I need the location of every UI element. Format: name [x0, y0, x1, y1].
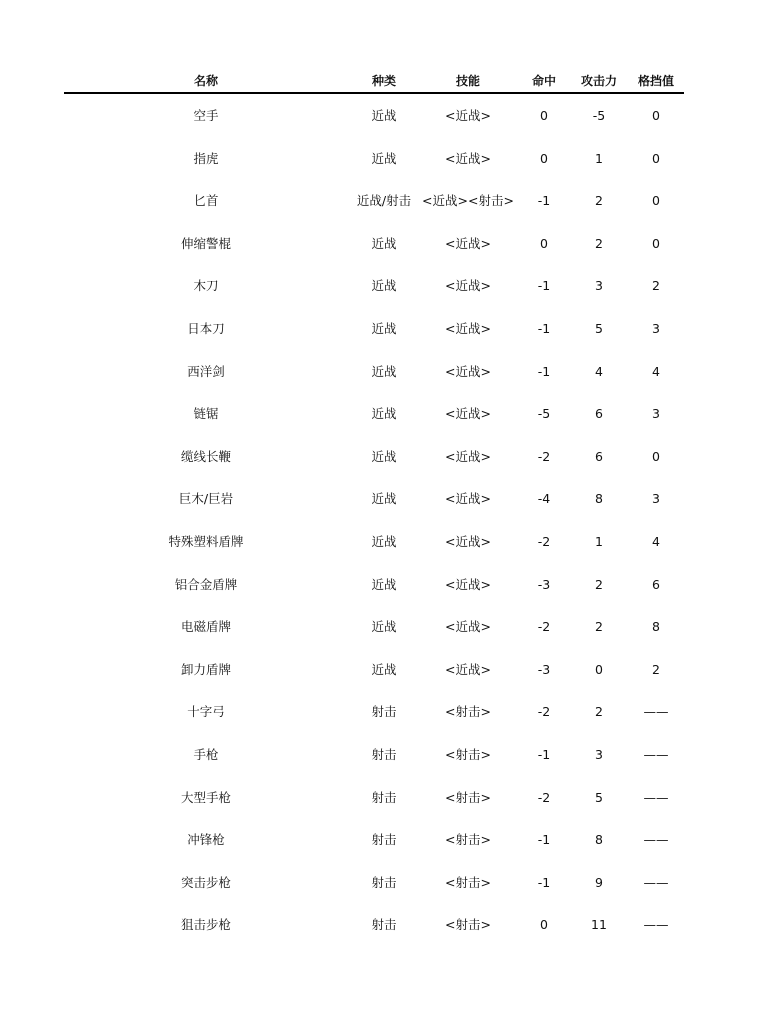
cell-name: 突击步枪: [180, 874, 231, 890]
cell-attack: 6: [595, 448, 603, 464]
cell-skill: <近战>: [445, 108, 491, 123]
cell-type: 射击: [371, 917, 397, 933]
header-block: 格挡值: [637, 74, 674, 88]
cell-hit: -1: [537, 832, 551, 848]
cell-attack: 2: [595, 576, 603, 592]
cell-block: 3: [652, 320, 660, 336]
table-row: [64, 477, 684, 520]
cell-block: 0: [652, 150, 660, 166]
table-body: [64, 94, 684, 946]
cell-name: 指虎: [193, 150, 219, 166]
table-row: [64, 94, 684, 137]
table-row: [64, 861, 684, 904]
table-row: [64, 435, 684, 478]
cell-type: 近战: [371, 278, 397, 294]
cell-hit: 0: [540, 917, 548, 933]
cell-type: 近战: [371, 533, 397, 549]
table-row: [64, 903, 684, 946]
table-row: [64, 307, 684, 350]
cell-block: 0: [652, 448, 660, 464]
cell-hit: -1: [537, 746, 551, 762]
header-name: 名称: [193, 74, 218, 88]
table-row: [64, 733, 684, 776]
cell-block: 4: [652, 533, 660, 549]
cell-hit: -1: [537, 278, 551, 294]
cell-skill: <近战>: [445, 661, 491, 677]
cell-hit: -2: [537, 448, 551, 464]
table-header: [64, 70, 684, 94]
cell-type: 近战: [371, 448, 397, 464]
table-row: [64, 392, 684, 435]
cell-name: 空手: [193, 108, 219, 123]
cell-skill: <射击>: [445, 704, 491, 720]
cell-attack: 3: [595, 746, 603, 762]
cell-block: ——: [643, 832, 669, 848]
cell-type: 近战: [371, 108, 397, 123]
cell-block: 4: [652, 363, 660, 379]
cell-attack: 2: [595, 193, 603, 209]
table-row: [64, 520, 684, 563]
cell-attack: 3: [595, 278, 603, 294]
cell-type: 射击: [371, 874, 397, 890]
header-attack: 攻击力: [580, 74, 617, 88]
cell-type: 近战: [371, 363, 397, 379]
cell-skill: <近战>: [445, 150, 491, 166]
cell-block: 0: [652, 235, 660, 251]
cell-type: 射击: [371, 746, 397, 762]
cell-attack: 8: [595, 491, 603, 507]
cell-name: 卸力盾牌: [180, 661, 231, 677]
table-row: [64, 264, 684, 307]
header-hit: 命中: [531, 74, 556, 88]
cell-hit: -1: [537, 320, 551, 336]
cell-skill: <近战>: [445, 619, 491, 635]
cell-name: 手枪: [193, 746, 219, 762]
cell-hit: 0: [540, 235, 548, 251]
cell-skill: <射击>: [445, 789, 491, 805]
cell-block: ——: [643, 789, 669, 805]
cell-block: 8: [652, 619, 660, 635]
cell-type: 射击: [371, 704, 397, 720]
cell-attack: 4: [595, 363, 603, 379]
cell-attack: 5: [595, 789, 603, 805]
cell-name: 巨木/巨岩: [178, 491, 234, 507]
cell-block: 3: [652, 406, 660, 422]
cell-skill: <近战>: [445, 320, 491, 336]
cell-attack: 2: [595, 704, 603, 720]
cell-block: 3: [652, 491, 660, 507]
table-row: [64, 350, 684, 393]
cell-attack: -5: [592, 108, 606, 123]
cell-skill: <近战>: [445, 576, 491, 592]
cell-name: 西洋剑: [187, 363, 225, 379]
cell-type: 近战: [371, 661, 397, 677]
cell-block: ——: [643, 917, 669, 933]
cell-skill: <近战>: [445, 491, 491, 507]
cell-block: 0: [652, 193, 660, 209]
cell-hit: -1: [537, 193, 551, 209]
cell-hit: -3: [537, 576, 551, 592]
table-row: [64, 137, 684, 180]
table-row: [64, 776, 684, 819]
cell-skill: <射击>: [445, 832, 491, 848]
cell-skill: <射击>: [445, 874, 491, 890]
cell-name: 伸缩警棍: [180, 235, 231, 251]
cell-type: 射击: [371, 789, 397, 805]
cell-name: 大型手枪: [180, 789, 231, 805]
cell-name: 狙击步枪: [180, 917, 231, 933]
cell-block: 0: [652, 108, 660, 123]
cell-hit: -1: [537, 874, 551, 890]
cell-hit: -4: [537, 491, 551, 507]
cell-attack: 11: [591, 917, 607, 933]
cell-attack: 6: [595, 406, 603, 422]
header-type: 种类: [371, 74, 396, 88]
cell-skill: <近战>: [445, 278, 491, 294]
cell-hit: -2: [537, 533, 551, 549]
cell-skill: <近战>: [445, 448, 491, 464]
cell-skill: <近战>: [445, 363, 491, 379]
table-row: [64, 179, 684, 222]
cell-name: 匕首: [193, 193, 219, 209]
cell-attack: 2: [595, 235, 603, 251]
cell-hit: -1: [537, 363, 551, 379]
table-row: [64, 818, 684, 861]
cell-attack: 2: [595, 619, 603, 635]
cell-name: 电磁盾牌: [180, 619, 231, 635]
cell-attack: 0: [595, 661, 603, 677]
cell-hit: -2: [537, 704, 551, 720]
cell-type: 近战: [371, 619, 397, 635]
cell-attack: 1: [595, 150, 603, 166]
cell-hit: -3: [537, 661, 551, 677]
cell-name: 十字弓: [187, 704, 225, 720]
cell-skill: <近战>: [445, 406, 491, 422]
cell-block: 2: [652, 661, 660, 677]
cell-hit: -2: [537, 789, 551, 805]
cell-block: 6: [652, 576, 660, 592]
table-row: [64, 648, 684, 691]
cell-name: 铝合金盾牌: [174, 576, 238, 592]
cell-type: 射击: [371, 832, 397, 848]
cell-type: 近战: [371, 235, 397, 251]
table-row: [64, 222, 684, 265]
cell-block: ——: [643, 874, 669, 890]
cell-block: ——: [643, 746, 669, 762]
cell-skill: <射击>: [445, 746, 491, 762]
cell-type: 近战: [371, 150, 397, 166]
cell-type: 近战: [371, 576, 397, 592]
cell-hit: -2: [537, 619, 551, 635]
table-row: [64, 605, 684, 648]
cell-skill: <近战><射击>: [422, 193, 514, 209]
table-row: [64, 690, 684, 733]
cell-name: 缆线长鞭: [180, 448, 231, 464]
cell-name: 日本刀: [187, 320, 225, 336]
cell-name: 木刀: [193, 278, 219, 294]
cell-skill: <近战>: [445, 235, 491, 251]
cell-type: 近战: [371, 491, 397, 507]
cell-attack: 5: [595, 320, 603, 336]
cell-block: 2: [652, 278, 660, 294]
cell-attack: 8: [595, 832, 603, 848]
weapon-table: [64, 70, 684, 946]
cell-name: 冲锋枪: [187, 832, 225, 848]
cell-type: 近战: [371, 320, 397, 336]
table-row: [64, 563, 684, 606]
cell-name: 链锯: [193, 406, 219, 422]
cell-skill: <射击>: [445, 917, 491, 933]
header-skill: 技能: [455, 74, 480, 88]
cell-skill: <近战>: [445, 533, 491, 549]
cell-attack: 1: [595, 533, 603, 549]
cell-hit: -5: [537, 406, 551, 422]
cell-hit: 0: [540, 150, 548, 166]
cell-block: ——: [643, 704, 669, 720]
cell-type: 近战: [371, 406, 397, 422]
cell-hit: 0: [540, 108, 548, 123]
cell-attack: 9: [595, 874, 603, 890]
cell-type: 近战/射击: [356, 193, 412, 209]
cell-name: 特殊塑料盾牌: [168, 533, 244, 549]
